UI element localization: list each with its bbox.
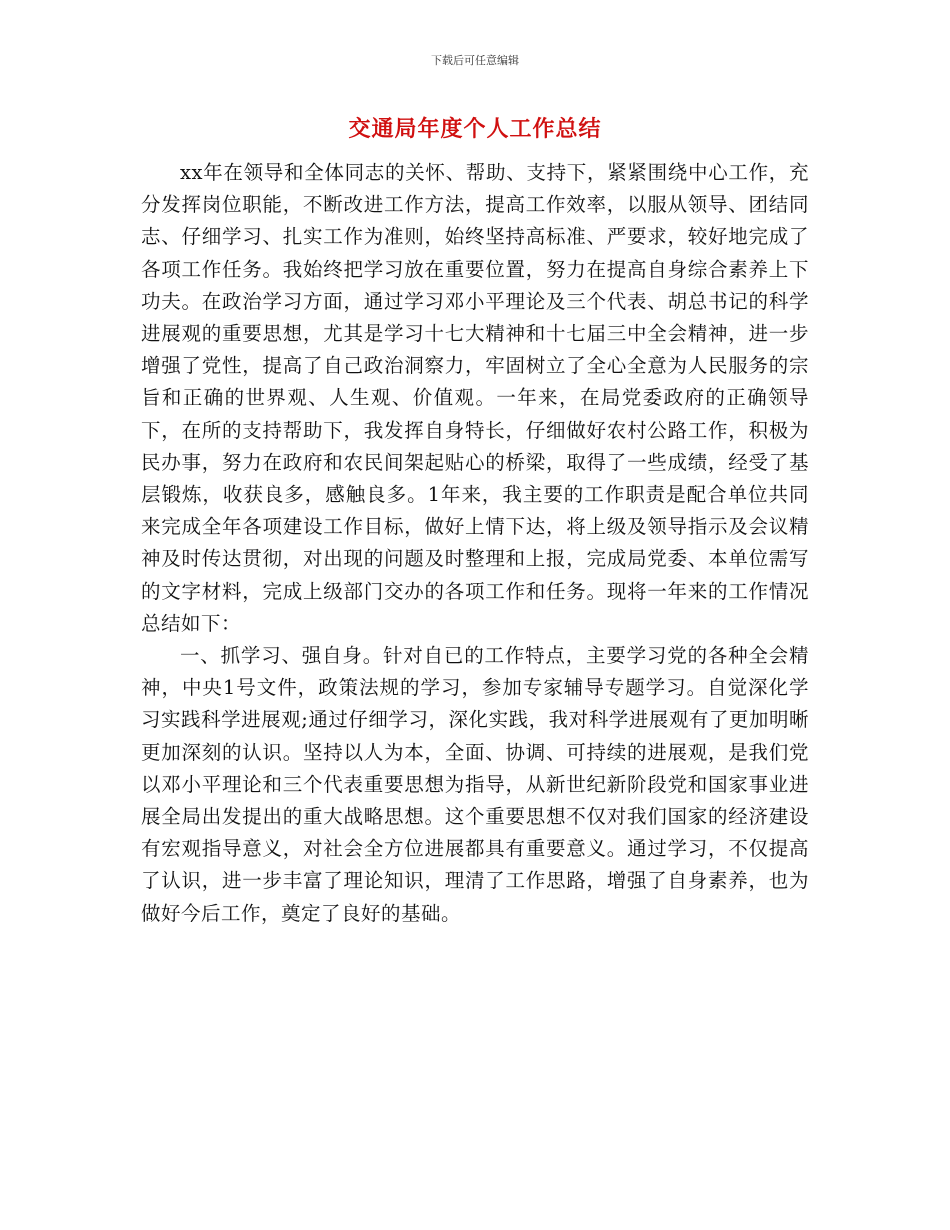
header-note: 下载后可任意编辑: [431, 54, 519, 67]
document-body: [141, 157, 809, 930]
paragraph-section-1: 一、抓学习、强自身。针对自已的工作特点，主要学习党的各种全会精神，中央1号文件，政策法规的学习，参加专家辅导专题学习。自觉深化学习实践科学进展观;通过仔细学习，深化实践，我对科学进展观有了更加明晰更加深刻的认识。坚持以人为本，全面、协调、可持续的进展观，是我们党以邓小平理论和三个代表重要思想为指导，从新世纪新阶段党和国家事业进展全局出发提出的重大战略思想。这个重要思想不仅对我们国家的经济建设有宏观指导意义，对社会全方位进展都具有重要意义。通过学习，不仅提高了认识，进一步丰富了理论知识，理清了工作思路，增强了自身素养，也为做好今后工作，奠定了良好的基础。: [141, 644, 809, 925]
paragraph-intro: xx年在领导和全体同志的关怀、帮助、支持下，紧紧围绕中心工作，充分发挥岗位职能，不断改进工作方法，提高工作效率，以服从领导、团结同志、仔细学习、扎实工作为准则，始终坚持高标准、严要求，较好地完成了各项工作任务。我始终把学习放在重要位置，努力在提高自身综合素养上下功夫。在政治学习方面，通过学习邓小平理论及三个代表、胡总书记的科学进展观的重要思想，尤其是学习十七大精神和十七届三中全会精神，进一步增强了党性，提高了自己政治洞察力，牢固树立了全心全意为人民服务的宗旨和正确的世界观、人生观、价值观。一年来，在局党委政府的正确领导下，在所的支持帮助下，我发挥自身特长，仔细做好农村公路工作，积极为民办事，努力在政府和农民间架起贴心的桥梁，取得了一些成绩，经受了基层锻炼，收获良多，感触良多。1年来，我主要的工作职责是配合单位共同来完成全年各项建设工作目标，做好上情下达，将上级及领导指示及会议精神及时传达贯彻，对出现的问题及时整理和上报，完成局党委、本单位需写的文字材料，完成上级部门交办的各项工作和任务。现将一年来的工作情况总结如下：: [141, 161, 809, 635]
document-title: 交通局年度个人工作总结: [348, 116, 602, 142]
